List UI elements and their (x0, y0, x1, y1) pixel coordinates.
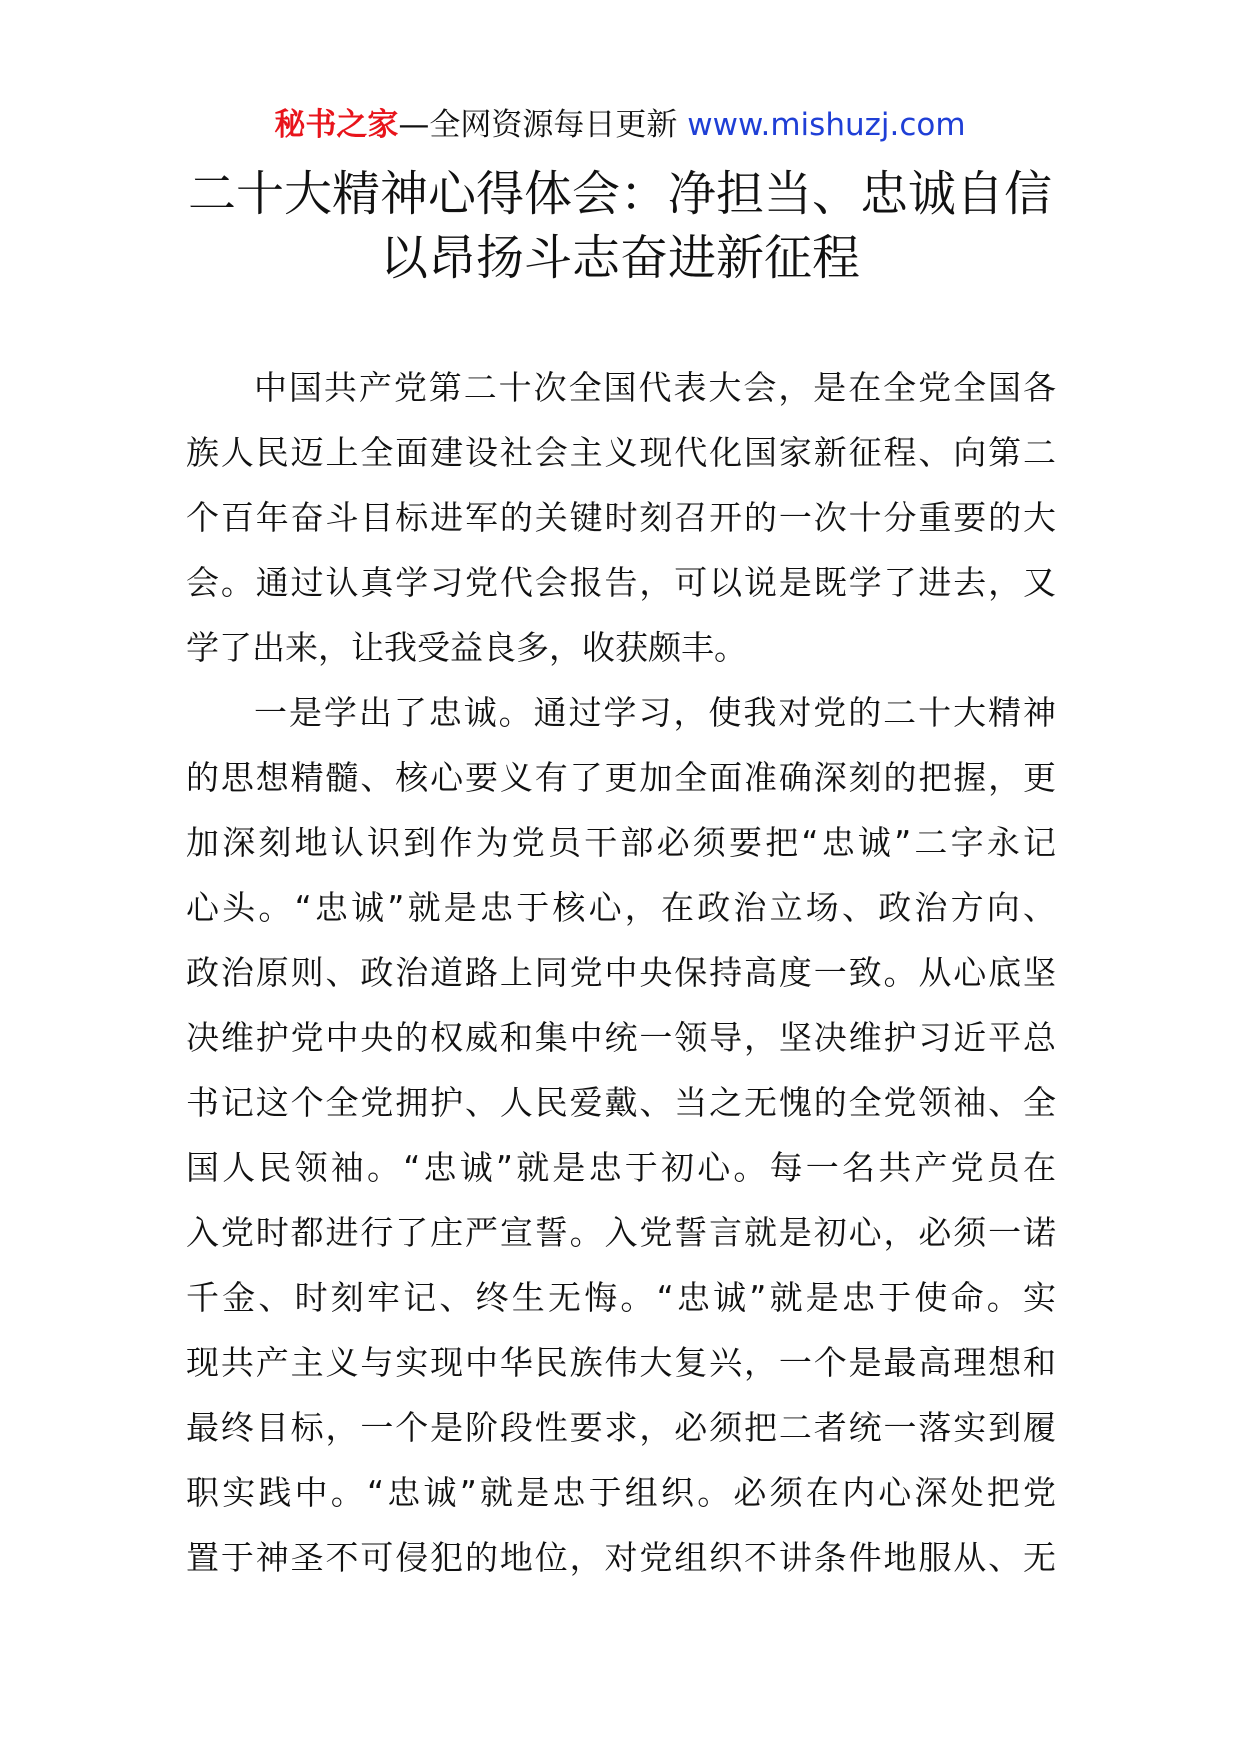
text-line: 个百年奋斗目标进军的关键时刻召开的一次十分重要的大 (186, 498, 1056, 537)
text-line: 国人民领袖。“忠诚”就是忠于初心。每一名共产党员在 (186, 1148, 1056, 1187)
site-tagline: —全网资源每日更新 (398, 107, 678, 143)
title-line-1: 二十大精神心得体会：净担当、忠诚自信 (187, 166, 1052, 222)
document-body (186, 355, 1056, 1590)
text-line: 中国共产党第二十次全国代表大会，是在全党全国各 (254, 368, 1056, 407)
paragraph-loyalty (186, 680, 1056, 1590)
text-line: 心头。“忠诚”就是忠于核心，在政治立场、政治方向、 (186, 888, 1056, 927)
text-line: 最终目标，一个是阶段性要求，必须把二者统一落实到履 (186, 1408, 1056, 1447)
paragraph-intro (186, 355, 1056, 680)
text-line: 一是学出了忠诚。通过学习，使我对党的二十大精神 (254, 693, 1056, 732)
text-line: 会。通过认真学习党代会报告，可以说是既学了进去，又 (186, 563, 1056, 602)
text-line: 入党时都进行了庄严宣誓。入党誓言就是初心，必须一诺 (186, 1213, 1056, 1252)
text-line: 职实践中。“忠诚”就是忠于组织。必须在内心深处把党 (186, 1473, 1056, 1512)
text-line: 现共产主义与实现中华民族伟大复兴，一个是最高理想和 (186, 1343, 1056, 1382)
title-line-2: 以昂扬斗志奋进新征程 (379, 230, 860, 286)
site-brand: 秘书之家 (274, 107, 399, 143)
text-line: 族人民迈上全面建设社会主义现代化国家新征程、向第二 (186, 433, 1056, 472)
text-line: 决维护党中央的权威和集中统一领导，坚决维护习近平总 (186, 1018, 1056, 1057)
text-line: 的思想精髓、核心要义有了更加全面准确深刻的把握，更 (186, 758, 1056, 797)
text-line: 书记这个全党拥护、人民爱戴、当之无愧的全党领袖、全 (186, 1083, 1056, 1122)
site-header (0, 103, 1240, 147)
text-line: 加深刻地认识到作为党员干部必须要把“忠诚”二字永记 (186, 823, 1056, 862)
text-line: 学了出来，让我受益良多，收获颇丰。 (186, 628, 747, 667)
text-line: 千金、时刻牢记、终生无悔。“忠诚”就是忠于使命。实 (186, 1278, 1056, 1317)
site-url-link[interactable]: www.mishuzj.com (687, 107, 966, 143)
text-line: 置于神圣不可侵犯的地位，对党组织不讲条件地服从、无 (186, 1538, 1056, 1577)
text-line: 政治原则、政治道路上同党中央保持高度一致。从心底坚 (186, 953, 1056, 992)
document-title (0, 162, 1240, 290)
